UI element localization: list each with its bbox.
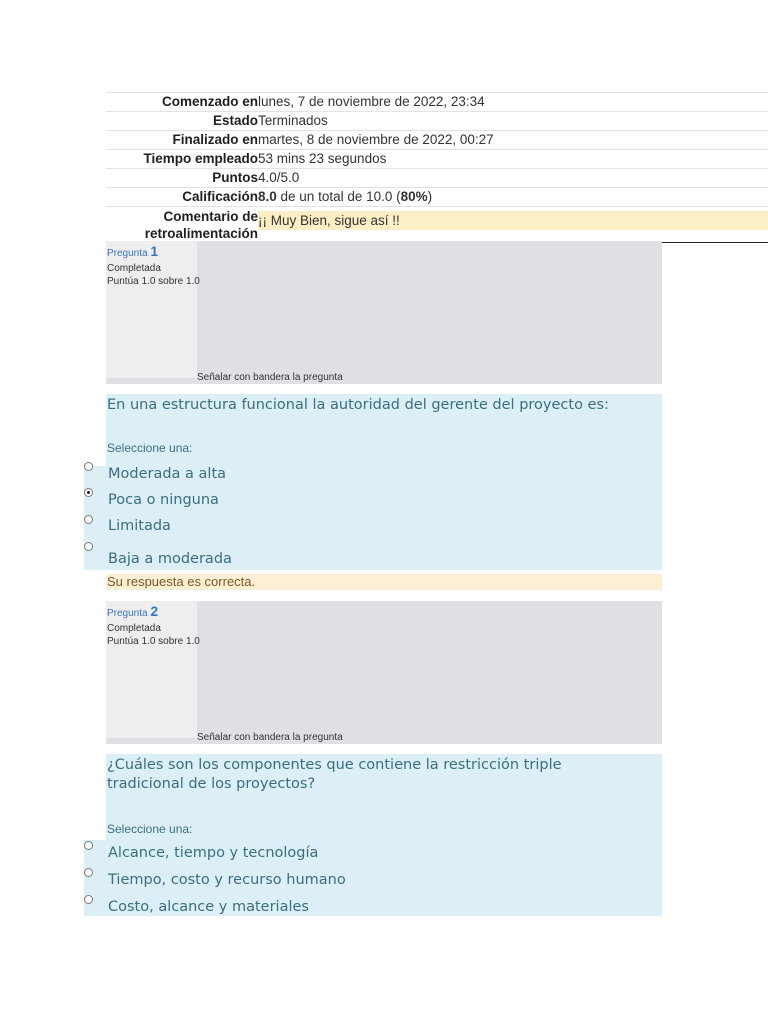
summary-label: Comenzado en — [161, 94, 258, 109]
flag-question-link[interactable]: Señalar con bandera la pregunta — [197, 372, 343, 383]
radio-option-c[interactable] — [84, 515, 93, 524]
select-prompt: Seleccione una: — [107, 822, 193, 836]
question-score: Puntúa 1.0 sobre 1.0 — [107, 276, 200, 287]
answer-option-b[interactable]: Poca o ninguna — [108, 492, 219, 508]
summary-label: Puntos — [212, 170, 258, 185]
question-status: Completada — [107, 263, 161, 274]
question-info-1 — [106, 241, 662, 384]
radio-option-a[interactable] — [84, 841, 93, 850]
radio-option-d[interactable] — [84, 542, 93, 551]
summary-row-time — [106, 149, 768, 168]
flag-question-link[interactable]: Señalar con bandera la pregunta — [197, 732, 343, 743]
summary-label: Estado — [212, 113, 258, 128]
radio-option-a[interactable] — [84, 462, 93, 471]
summary-row-state — [106, 111, 768, 130]
question-score: Puntúa 1.0 sobre 1.0 — [107, 636, 200, 647]
answer-option-a[interactable]: Moderada a alta — [108, 466, 227, 482]
summary-row-feedback — [106, 206, 768, 243]
question-info-2 — [106, 601, 662, 744]
summary-value: Terminados — [258, 113, 328, 128]
summary-value: 53 mins 23 segundos — [258, 151, 387, 166]
answer-option-d[interactable]: Baja a moderada — [108, 551, 232, 567]
question-text: ¿Cuáles son los componentes que contiene la restricción triple tradicional de los proyectos? — [107, 757, 562, 792]
answer-option-b[interactable]: Tiempo, costo y recurso humano — [108, 872, 346, 888]
grade-close: ) — [427, 189, 433, 204]
overall-feedback: ¡¡ Muy Bien, sigue así !! — [258, 211, 768, 230]
summary-row-started — [106, 92, 768, 111]
attempt-summary — [106, 92, 768, 243]
question-prefix: Pregunta — [107, 248, 148, 259]
grade-value: 8.0 — [258, 189, 277, 204]
feedback-label-line2: retroalimentación — [144, 226, 258, 241]
question-number-value: 1 — [150, 243, 159, 259]
grade-percent: 80% — [400, 189, 428, 204]
answer-option-c[interactable]: Costo, alcance y materiales — [108, 899, 309, 915]
summary-value: lunes, 7 de noviembre de 2022, 23:34 — [258, 94, 485, 109]
summary-row-points — [106, 168, 768, 187]
summary-row-finished — [106, 130, 768, 149]
question-content-2 — [106, 754, 662, 916]
select-prompt: Seleccione una: — [107, 441, 193, 455]
summary-label: Calificación — [182, 189, 258, 204]
question-info-panel — [106, 241, 197, 378]
answer-option-c[interactable]: Limitada — [108, 518, 171, 534]
summary-value — [258, 188, 768, 206]
question-content-1 — [106, 394, 662, 570]
question-number — [107, 603, 158, 619]
question-text: En una estructura funcional la autoridad del gerente del proyecto es: — [107, 397, 609, 413]
summary-label: Tiempo empleado — [143, 151, 258, 166]
question-number-value: 2 — [150, 603, 159, 619]
answer-feedback: Su respuesta es correcta. — [106, 574, 662, 590]
grade-total: de un total de 10.0 ( — [276, 189, 401, 204]
summary-row-grade — [106, 187, 768, 206]
summary-label: Finalizado en — [172, 132, 258, 147]
radio-option-c[interactable] — [84, 895, 93, 904]
summary-value: 4.0/5.0 — [258, 170, 300, 185]
feedback-label-line1: Comentario de — [163, 209, 258, 224]
answer-option-a[interactable]: Alcance, tiempo y tecnología — [108, 845, 319, 861]
question-status: Completada — [107, 623, 161, 634]
question-prefix: Pregunta — [107, 608, 148, 619]
options-stripe — [84, 840, 106, 916]
summary-label — [106, 207, 258, 242]
question-info-panel — [106, 601, 197, 738]
summary-value: martes, 8 de noviembre de 2022, 00:27 — [258, 132, 494, 147]
radio-option-b[interactable] — [84, 868, 93, 877]
radio-option-b[interactable] — [84, 488, 93, 497]
question-number — [107, 243, 158, 259]
